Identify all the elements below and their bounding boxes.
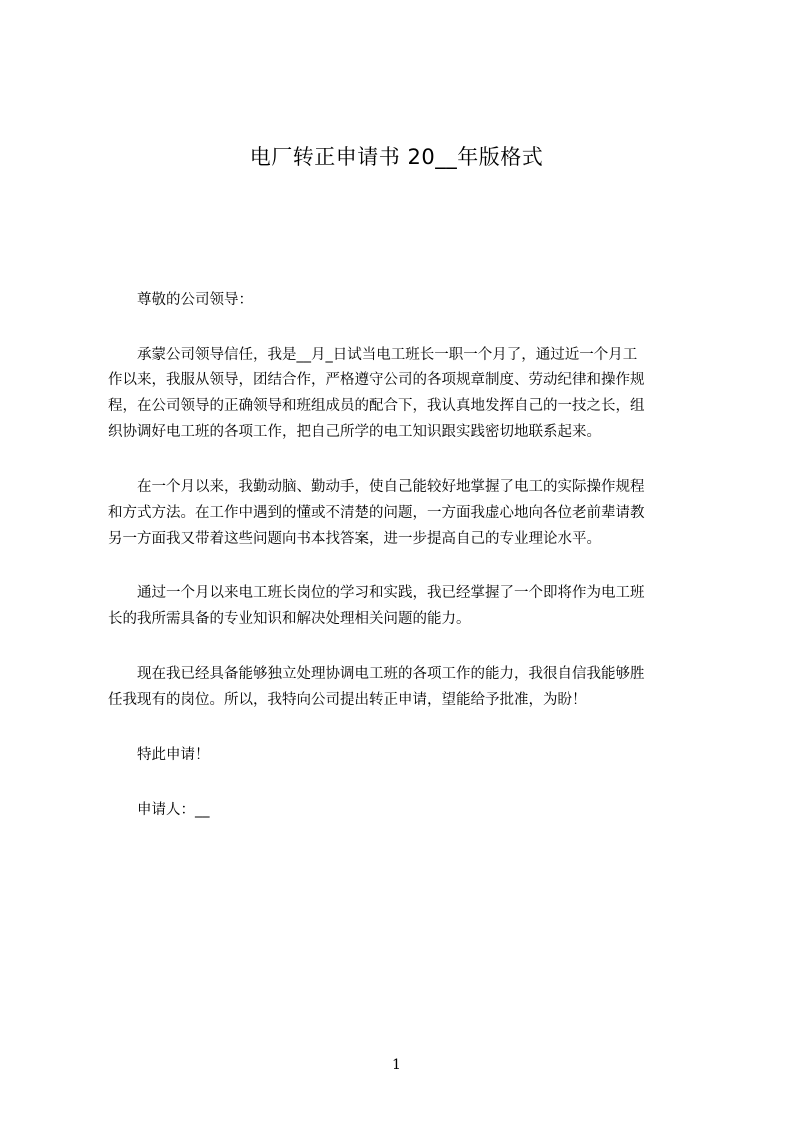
paragraph-line: 程，在公司领导的正确领导和班组成员的配合下，我认真地发挥自己的一技之长，组: [108, 398, 645, 414]
paragraph-line: 承蒙公司领导信任，我是__月_日试当电工班长一职一个月了，通过近一个月工: [137, 347, 638, 363]
salutation: 尊敬的公司领导：: [137, 292, 253, 308]
paragraph-line: 另一方面我又带着这些问题向书本找答案，进一步提高自己的专业理论水平。: [108, 531, 601, 547]
page-number: 1: [392, 1057, 401, 1073]
signature-line: 申请人：__: [137, 802, 210, 818]
paragraph-line: 和方式方法。在工作中遇到的懂或不清楚的问题，一方面我虚心地向各位老前辈请教: [108, 505, 645, 521]
paragraph-line: 长的我所需具备的专业知识和解决处理相关问题的能力。: [108, 611, 471, 627]
closing-remark: 特此申请！: [137, 747, 210, 763]
paragraph-line: 任我现有的岗位。所以，我特向公司提出转正申请，望能给予批准，为盼！: [108, 692, 587, 708]
paragraph-line: 在一个月以来，我勤动脑、勤动手，使自己能较好地掌握了电工的实际操作规程: [137, 479, 645, 495]
paragraph-line: 现在我已经具备能够独立处理协调电工班的各项工作的能力，我很自信我能够胜: [137, 666, 645, 682]
paragraph-line: 作以来，我服从领导，团结合作，严格遵守公司的各项规章制度、劳动纪律和操作规: [108, 372, 645, 388]
document-title: 电厂转正申请书 20__年版格式: [249, 145, 544, 169]
paragraph-line: 织协调好电工班的各项工作，把自己所学的电工知识跟实践密切地联系起来。: [108, 424, 601, 440]
paragraph-line: 通过一个月以来电工班长岗位的学习和实践，我已经掌握了一个即将作为电工班: [137, 585, 645, 601]
